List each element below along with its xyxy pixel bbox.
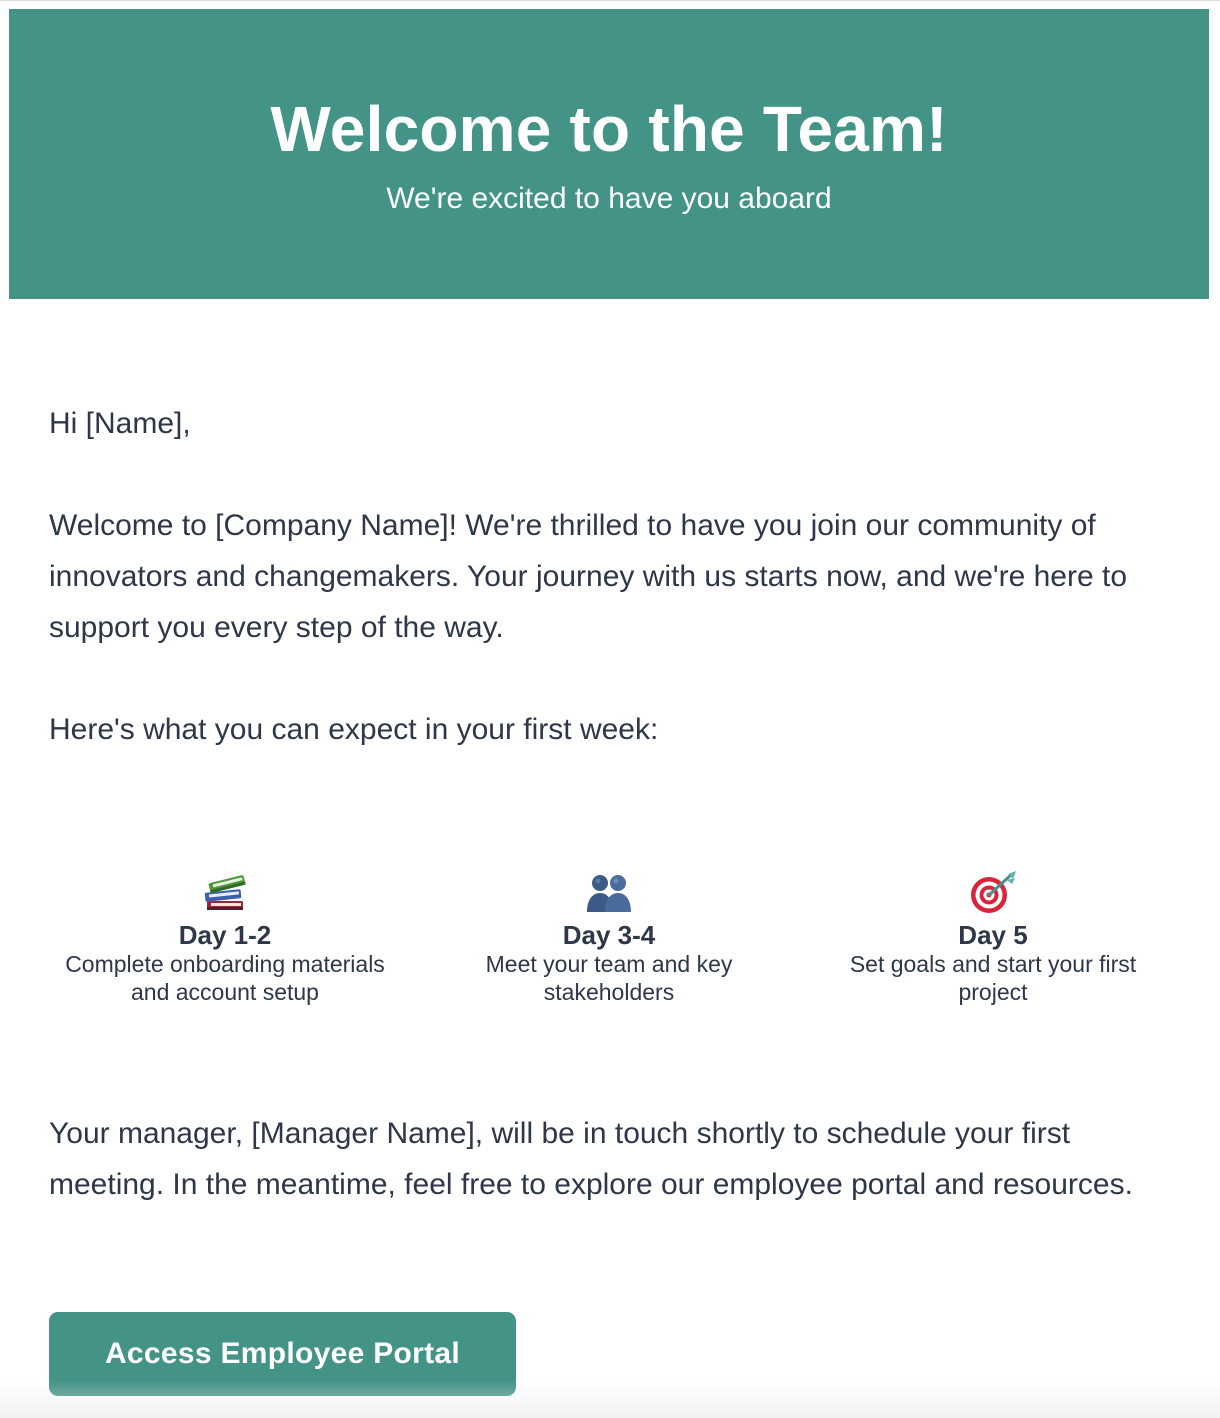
- email-body: [49, 398, 1179, 755]
- week-item-day-3-4: [417, 862, 801, 1006]
- day-description: Meet your team and key stakeholders: [485, 951, 733, 1005]
- day-description: Complete onboarding materials and account setup: [65, 951, 385, 1005]
- books-icon: [33, 862, 417, 914]
- day-title: Day 1-2: [178, 920, 272, 950]
- day-title: Day 3-4: [562, 920, 656, 950]
- header-subtitle: We're excited to have you aboard: [386, 182, 832, 215]
- welcome-header: [9, 9, 1209, 299]
- week-item-day-5: [801, 862, 1185, 1006]
- people-icon: [417, 862, 801, 914]
- closing-paragraph: Your manager, [Manager Name], will be in touch shortly to schedule your first meeting. In the meantime, feel free to explore our employee portal and resources.: [49, 1117, 1133, 1201]
- target-icon: [801, 862, 1185, 914]
- top-border: [0, 0, 1220, 8]
- header-title: Welcome to the Team!: [270, 93, 948, 165]
- day-description: Set goals and start your first project: [849, 951, 1137, 1005]
- greeting: Hi [Name],: [49, 407, 191, 440]
- expect-heading: Here's what you can expect in your first week:: [49, 713, 659, 746]
- first-week-plan: [33, 862, 1185, 1006]
- day-title: Day 5: [958, 920, 1028, 950]
- week-item-day-1-2: [33, 862, 417, 1006]
- intro-paragraph: Welcome to [Company Name]! We're thrilled to have you join our community of innovators and changemakers. Your journey with us starts now, and we're here to support you every step of the way.: [49, 509, 1128, 644]
- access-employee-portal-button[interactable]: Access Employee Portal: [49, 1312, 516, 1396]
